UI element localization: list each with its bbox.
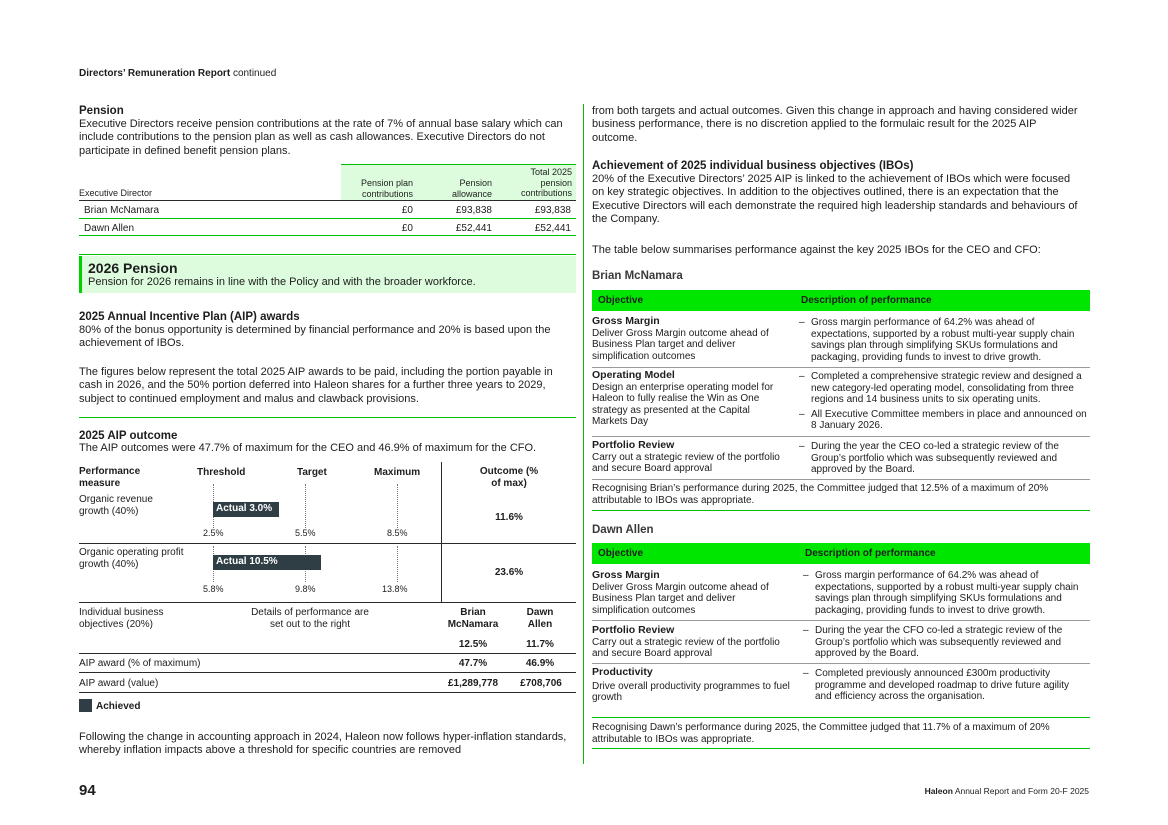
measure-divider [79, 543, 576, 544]
objective-text: Design an enterprise operating model for Haleon to fully realise the Win as One strategy as presented at the Capital Markets Day [592, 381, 774, 427]
col-threshold: Threshold [197, 467, 246, 478]
pension-col-allowance: Pension allowance [451, 178, 492, 199]
ibo-summary: The table below summarises performance against the key 2025 IBOs for the CEO and CFO: [592, 244, 1041, 256]
dawn-heading: Dawn Allen [592, 524, 654, 536]
outcome-heading: 2025 AIP outcome [79, 430, 178, 442]
award-bottom-line [79, 692, 576, 693]
measure-outcome: 11.6% [495, 512, 523, 523]
award-val-cfo: £708,706 [520, 678, 562, 689]
ibo-heading: Achievement of 2025 individual business objectives (IBOs) [592, 160, 914, 172]
objective-title: Productivity [592, 666, 653, 678]
performance-item: – All Executive Committee members in place and announced on 8 January 2026. [799, 409, 1089, 432]
measure-label: Organic operating profit growth (40%) [79, 547, 184, 570]
objective-row-divider [592, 663, 1090, 664]
threshold-value: 2.5% [203, 528, 224, 538]
performance-description [799, 371, 1089, 432]
award-val-label: AIP award (value) [79, 678, 159, 689]
objective-title: Gross Margin [592, 569, 660, 581]
outcome-body: The AIP outcomes were 47.7% of maximum for the CEO and 46.9% of maximum for the CFO. [79, 442, 537, 454]
outcome-col-divider [441, 462, 442, 602]
ibo-label: Individual business objectives (20%) [79, 607, 164, 630]
objective-row-divider [592, 620, 1090, 621]
award-pct-ceo: 47.7% [458, 658, 488, 669]
award-pct-cfo: 46.9% [525, 658, 555, 669]
dawn-table-header [592, 543, 1090, 564]
pension-col-director: Executive Director [79, 188, 153, 198]
objective-row [592, 440, 782, 475]
ibo-body: 20% of the Executive Directors’ 2025 AIP is linked to the achievement of IBOs which were focused on key strategic objectives. In addition to the objectives outlined, there is an expectation that the Executive Directors will each demonstrate the required high leadership standards and behaviours of the Company. [592, 173, 1078, 226]
pension-header-rule [79, 200, 576, 201]
footer-text: Following the change in accounting approach in 2024, Haleon now follows hyper-inflation standards, whereby inflation impacts above a threshold for specific countries are removed [79, 731, 567, 757]
col-measure: Performance measure [79, 466, 141, 489]
performance-description [803, 625, 1079, 660]
pension-row-divider [79, 218, 576, 219]
pension-row-name: Brian McNamara [84, 205, 160, 216]
col-objective: Objective [598, 548, 644, 559]
page-number: 94 [79, 782, 96, 799]
brian-table-header [592, 290, 1090, 311]
performance-item: – Gross margin performance of 64.2% was ahead of expectations, supported by a robust multi-year supply chain savings plan through simplifying SKUs formulations and packaging, providing funds to invest to drive growth. [803, 570, 1079, 616]
dawn-row-bottom-line [592, 717, 1090, 718]
pension-row-allowance: £52,441 [455, 223, 492, 234]
threshold-value: 5.8% [203, 584, 224, 594]
col-description: Description of performance [805, 548, 936, 559]
pension-heading: Pension [79, 105, 124, 117]
footer-doc: Annual Report and Form 20-F 2025 [954, 786, 1089, 796]
performance-item: – Gross margin performance of 64.2% was ahead of expectations, supported by a robust multi-year supply chain savings plan through simplifying SKUs formulations and packaging, providing funds to invest to drive growth. [799, 317, 1089, 363]
objective-row [592, 570, 787, 616]
aip-body2: The figures below represent the total 2025 AIP awards to be paid, including the portion payable in cash in 2026, and the 50% portion deferred into Haleon shares for a further three years to 2029, subject to continued employment and malus and clawback provisions. [79, 366, 553, 405]
pension-col-total: Total 2025 pension contributions [520, 167, 572, 198]
pension-row-allowance: £93,838 [455, 205, 492, 216]
col-maximum: Maximum [374, 467, 421, 478]
maximum-marker [397, 546, 398, 582]
right-intro: from both targets and actual outcomes. Given this change in approach and having considered wider business performance, there is no discretion applied to the formulaic result for the 2025 AIP outcome. [592, 105, 1078, 144]
performance-item: – During the year the CFO co-led a strategic review of the Group’s portfolio which was subsequently reviewed and approved by the Board. [803, 625, 1079, 660]
brian-heading: Brian McNamara [592, 270, 683, 282]
objective-row [592, 667, 797, 704]
performance-description [799, 317, 1089, 363]
pension2026-body: Pension for 2026 remains in line with the Policy and with the broader workforce. [88, 276, 476, 288]
ibo-divider [79, 653, 576, 654]
award-val-ceo: £1,289,778 [447, 678, 499, 689]
achieved-legend-label: Achieved [96, 701, 141, 712]
objective-text: Carry out a strategic review of the portfolio and secure Board approval [592, 451, 780, 474]
pension-body: Executive Directors receive pension contributions at the rate of 7% of annual base salary which can include contributions to the pension plan as well as cash allowances. Executive Directors do not participate in defined benefit pension plans. [79, 118, 563, 157]
col-target: Target [297, 467, 327, 478]
col-objective: Objective [598, 295, 644, 306]
objective-row-divider [592, 367, 1090, 368]
actual-bar: Actual 3.0% [213, 502, 279, 517]
performance-item: – During the year the CEO co-led a strategic review of the Group’s portfolio which was subsequently reviewed and approved by the Board. [799, 441, 1089, 476]
target-marker [305, 484, 306, 528]
brand-name: Haleon [924, 786, 953, 796]
performance-description [799, 441, 1089, 476]
award-pct-label: AIP award (% of maximum) [79, 658, 201, 669]
column-separator [583, 104, 584, 764]
target-value: 9.8% [295, 584, 316, 594]
objective-text: Deliver Gross Margin outcome ahead of Business Plan target and deliver simplification outcomes [592, 581, 769, 616]
ibo-cfo: 11.7% [526, 639, 554, 650]
dawn-bottom-line [592, 748, 1090, 749]
cfo-name: Dawn Allen [526, 607, 554, 630]
aip-heading: 2025 Annual Incentive Plan (AIP) awards [79, 311, 300, 323]
aip-body1: 80% of the bonus opportunity is determined by financial performance and 20% is based upon the achievement of IBOs. [79, 324, 551, 350]
pension2026-box [79, 256, 576, 293]
maximum-value: 13.8% [382, 584, 408, 594]
pension-row-name: Dawn Allen [84, 223, 135, 234]
objective-text: Drive overall productivity programmes to fuel growth [592, 680, 790, 703]
ceo-name: Brian McNamara [447, 607, 499, 630]
measure-label: Organic revenue growth (40%) [79, 494, 153, 517]
objective-title: Portfolio Review [592, 624, 675, 636]
header-suffix: continued [232, 68, 277, 79]
objective-row [592, 370, 782, 428]
measure-outcome: 23.6% [494, 567, 524, 578]
pension-row-divider [79, 235, 576, 236]
col-outcome: Outcome (% of max) [479, 466, 539, 489]
objective-text: Deliver Gross Margin outcome ahead of Business Plan target and deliver simplification outcomes [592, 327, 769, 362]
pension-row-total: £93,838 [534, 205, 571, 216]
col-description: Description of performance [801, 295, 932, 306]
objective-row-divider [592, 436, 1090, 437]
running-header [79, 67, 276, 80]
objective-row [592, 625, 797, 660]
performance-description [803, 570, 1079, 616]
performance-description [803, 668, 1079, 703]
maximum-marker [397, 484, 398, 528]
pension-table-top-line [341, 164, 576, 165]
target-value: 5.5% [295, 528, 316, 538]
header-title: Directors’ Remuneration Report [79, 68, 231, 79]
objective-row-divider [592, 479, 1090, 480]
outcome-top-line [79, 417, 576, 418]
ibo-ceo: 12.5% [458, 639, 488, 650]
objective-title: Gross Margin [592, 315, 660, 327]
objective-text: Carry out a strategic review of the portfolio and secure Board approval [592, 636, 780, 659]
pension-col-plan: Pension plan contributions [360, 178, 413, 199]
achieved-legend-swatch [79, 699, 92, 712]
dawn-conclusion: Recognising Dawn’s performance during 2025, the Committee judged that 11.7% of a maximum of 20% attributable to IBOs was appropriate. [592, 722, 1050, 745]
performance-item: – Completed previously announced £300m productivity programme and developed roadmap to drive future agility and efficiency across the organisation. [803, 668, 1079, 703]
brian-bottom-line [592, 510, 1090, 511]
pension-row-plan: £0 [401, 223, 413, 234]
objective-row [592, 316, 782, 362]
page-footer [925, 786, 1089, 797]
pension-row-plan: £0 [401, 205, 413, 216]
pension2026-heading: 2026 Pension [88, 260, 178, 276]
pension2026-top-line [79, 254, 576, 255]
actual-bar: Actual 10.5% [213, 555, 321, 570]
maximum-value: 8.5% [387, 528, 408, 538]
measure-divider [79, 602, 576, 603]
brian-conclusion: Recognising Brian’s performance during 2025, the Committee judged that 12.5% of a maximum of 20% attributable to IBOs was appropriate. [592, 483, 1049, 506]
ibo-details: Details of performance are set out to the right [251, 607, 369, 630]
award-divider [79, 672, 576, 673]
objective-title: Portfolio Review [592, 439, 675, 451]
performance-item: – Completed a comprehensive strategic review and designed a new category-led operating model, consolidating from three regions and 14 business units to six operating units. [799, 371, 1089, 406]
objective-title: Operating Model [592, 369, 675, 381]
pension-row-total: £52,441 [534, 223, 571, 234]
